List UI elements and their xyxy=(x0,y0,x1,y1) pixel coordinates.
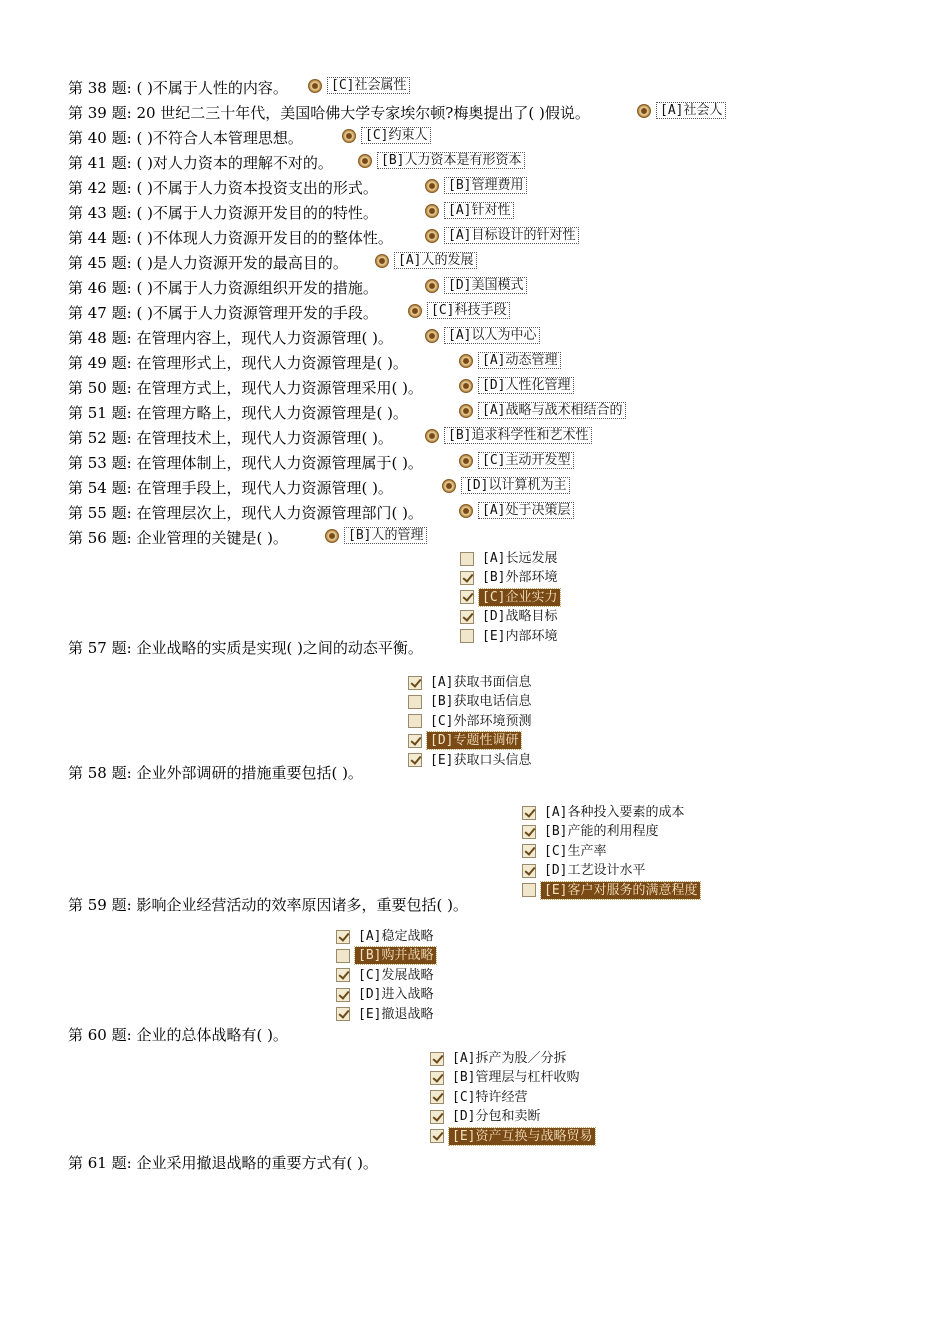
checkbox-option[interactable] xyxy=(522,881,700,900)
option-label: [C]外部环境预测 xyxy=(430,713,532,729)
selected-answer[interactable] xyxy=(425,202,514,219)
option-label: [E]获取口头信息 xyxy=(430,752,532,768)
answer-label: [A]处于决策层 xyxy=(478,502,574,519)
option-label: [D]分包和卖断 xyxy=(452,1109,541,1125)
option-label: [E]撤退战略 xyxy=(358,1006,434,1022)
selected-answer[interactable] xyxy=(325,527,427,544)
question-text: 第 42 题: ( )不属于人力资本投资支出的形式。 xyxy=(68,179,378,197)
checkbox-checked-icon[interactable] xyxy=(336,1007,350,1021)
option-label: [D]专题性调研 xyxy=(427,732,521,749)
radio-selected-icon[interactable] xyxy=(425,279,439,293)
question-text: 第 49 题: 在管理形式上，现代人力资源管理是( )。 xyxy=(68,354,408,372)
selected-answer[interactable] xyxy=(637,102,726,119)
checkbox-option[interactable] xyxy=(408,731,521,750)
checkbox-option[interactable] xyxy=(522,803,687,822)
answer-label: [A]战略与战术相结合的 xyxy=(478,402,626,419)
checkbox-option[interactable] xyxy=(408,673,534,692)
checkbox-checked-icon[interactable] xyxy=(522,864,536,878)
radio-selected-icon[interactable] xyxy=(425,204,439,218)
question-text: 第 61 题: 企业采用撤退战略的重要方式有( )。 xyxy=(68,1154,378,1172)
question-text: 第 56 题: 企业管理的关键是( )。 xyxy=(68,529,288,547)
checkbox-checked-icon[interactable] xyxy=(408,676,422,690)
answer-label: [A]人的发展 xyxy=(394,252,477,269)
question-text: 第 38 题: ( )不属于人性的内容。 xyxy=(68,79,288,97)
selected-answer[interactable] xyxy=(425,327,540,344)
checkbox-unchecked-icon[interactable] xyxy=(460,552,474,566)
checkbox-option[interactable] xyxy=(522,842,609,861)
checkbox-checked-icon[interactable] xyxy=(522,825,536,839)
option-label: [B]外部环境 xyxy=(482,570,558,586)
question-text: 第 47 题: ( )不属于人力资源管理开发的手段。 xyxy=(68,304,378,322)
option-label: [B]获取电话信息 xyxy=(430,694,532,710)
checkbox-option[interactable] xyxy=(522,822,661,841)
selected-answer[interactable] xyxy=(459,377,574,394)
question-text: 第 57 题: 企业战略的实质是实现( )之间的动态平衡。 xyxy=(68,639,423,657)
checkbox-option[interactable] xyxy=(336,966,436,985)
question-text: 第 52 题: 在管理技术上，现代人力资源管理( )。 xyxy=(68,429,393,447)
selected-answer[interactable] xyxy=(358,152,525,169)
question-text: 第 44 题: ( )不体现人力资源开发目的的整体性。 xyxy=(68,229,393,247)
option-label: [A]拆产为股／分拆 xyxy=(452,1051,567,1066)
radio-selected-icon[interactable] xyxy=(408,304,422,318)
question-text: 第 48 题: 在管理内容上，现代人力资源管理( )。 xyxy=(68,329,393,347)
option-label: [D]工艺设计水平 xyxy=(544,863,646,879)
checkbox-option[interactable] xyxy=(460,549,560,568)
option-label: [E]客户对服务的满意程度 xyxy=(541,882,700,899)
answer-label: [D]人性化管理 xyxy=(478,377,574,394)
answer-label: [A]以人为中心 xyxy=(444,327,540,344)
checkbox-option[interactable] xyxy=(408,692,534,711)
answer-label: [D]以计算机为主 xyxy=(461,477,570,494)
option-label: [A]长远发展 xyxy=(482,551,558,566)
selected-answer[interactable] xyxy=(425,177,527,194)
selected-answer[interactable] xyxy=(425,427,592,444)
checkbox-checked-icon[interactable] xyxy=(336,988,350,1002)
radio-selected-icon[interactable] xyxy=(459,354,473,368)
answer-label: [A]针对性 xyxy=(444,202,514,219)
checkbox-checked-icon[interactable] xyxy=(522,844,536,858)
selected-answer[interactable] xyxy=(442,477,570,494)
radio-selected-icon[interactable] xyxy=(425,229,439,243)
question-text: 第 50 题: 在管理方式上，现代人力资源管理采用( )。 xyxy=(68,379,423,397)
answer-label: [B]追求科学性和艺术性 xyxy=(444,427,592,444)
option-label: [E]资产互换与战略贸易 xyxy=(449,1128,595,1145)
answer-label: [C]约束人 xyxy=(361,127,431,144)
checkbox-unchecked-icon[interactable] xyxy=(522,883,536,897)
checkbox-checked-icon[interactable] xyxy=(430,1052,444,1066)
checkbox-checked-icon[interactable] xyxy=(430,1090,444,1104)
option-label: [A]各种投入要素的成本 xyxy=(544,805,685,820)
option-label: [B]产能的利用程度 xyxy=(544,824,659,840)
question-text: 第 39 题: 20 世纪二三十年代，美国哈佛大学专家埃尔顿?梅奥提出了( )假说。 xyxy=(68,104,590,122)
question-text: 第 53 题: 在管理体制上，现代人力资源管理属于( )。 xyxy=(68,454,423,472)
radio-selected-icon[interactable] xyxy=(425,429,439,443)
option-label: [E]内部环境 xyxy=(482,628,558,644)
selected-answer[interactable] xyxy=(408,302,510,319)
checkbox-option[interactable] xyxy=(336,985,436,1004)
question-text: 第 60 题: 企业的总体战略有( )。 xyxy=(68,1026,288,1044)
checkbox-option[interactable] xyxy=(336,927,436,946)
checkbox-unchecked-icon[interactable] xyxy=(336,949,350,963)
checkbox-option[interactable] xyxy=(460,607,560,626)
answer-label: [D]美国模式 xyxy=(444,277,527,294)
selected-answer[interactable] xyxy=(459,452,574,469)
radio-selected-icon[interactable] xyxy=(375,254,389,268)
checkbox-option[interactable] xyxy=(460,568,560,587)
answer-label: [C]社会属性 xyxy=(327,77,410,94)
checkbox-checked-icon[interactable] xyxy=(430,1071,444,1085)
radio-selected-icon[interactable] xyxy=(459,379,473,393)
selected-answer[interactable] xyxy=(342,127,431,144)
checkbox-checked-icon[interactable] xyxy=(460,610,474,624)
checkbox-unchecked-icon[interactable] xyxy=(408,714,422,728)
checkbox-option[interactable] xyxy=(460,588,560,607)
option-label: [B]管理层与杠杆收购 xyxy=(452,1070,580,1086)
checkbox-option[interactable] xyxy=(336,1005,436,1024)
answer-label: [B]人的管理 xyxy=(344,527,427,544)
answer-label: [A]目标设计的针对性 xyxy=(444,227,579,244)
selected-answer[interactable] xyxy=(425,227,579,244)
radio-selected-icon[interactable] xyxy=(342,129,356,143)
selected-answer[interactable] xyxy=(375,252,477,269)
radio-selected-icon[interactable] xyxy=(358,154,372,168)
checkbox-checked-icon[interactable] xyxy=(460,571,474,585)
radio-selected-icon[interactable] xyxy=(308,79,322,93)
checkbox-checked-icon[interactable] xyxy=(430,1110,444,1124)
selected-answer[interactable] xyxy=(459,502,574,519)
checkbox-checked-icon[interactable] xyxy=(522,806,536,820)
answer-label: [C]科技手段 xyxy=(427,302,510,319)
checkbox-option[interactable] xyxy=(430,1068,582,1087)
radio-selected-icon[interactable] xyxy=(459,404,473,418)
checkbox-option[interactable] xyxy=(430,1088,530,1107)
option-label: [B]购并战略 xyxy=(355,947,436,964)
question-text: 第 40 题: ( )不符合人本管理思想。 xyxy=(68,129,303,147)
selected-answer[interactable] xyxy=(459,402,626,419)
answer-label: [B]人力资本是有形资本 xyxy=(377,152,525,169)
checkbox-checked-icon[interactable] xyxy=(408,753,422,767)
option-label: [C]发展战略 xyxy=(358,967,434,983)
checkbox-checked-icon[interactable] xyxy=(430,1129,444,1143)
radio-selected-icon[interactable] xyxy=(425,329,439,343)
question-text: 第 58 题: 企业外部调研的措施重要包括( )。 xyxy=(68,764,363,782)
question-text: 第 43 题: ( )不属于人力资源开发目的的特性。 xyxy=(68,204,378,222)
answer-label: [B]管理费用 xyxy=(444,177,527,194)
question-text: 第 45 题: ( )是人力资源开发的最高目的。 xyxy=(68,254,348,272)
option-label: [C]特许经营 xyxy=(452,1089,528,1105)
question-text: 第 51 题: 在管理方略上，现代人力资源管理是( )。 xyxy=(68,404,408,422)
checkbox-option[interactable] xyxy=(460,627,560,646)
option-label: [A]稳定战略 xyxy=(358,929,434,944)
radio-selected-icon[interactable] xyxy=(459,504,473,518)
answer-label: [C]主动开发型 xyxy=(478,452,574,469)
option-label: [A]获取书面信息 xyxy=(430,675,532,690)
checkbox-option[interactable] xyxy=(430,1107,543,1126)
question-text: 第 41 题: ( )对人力资本的理解不对的。 xyxy=(68,154,333,172)
radio-selected-icon[interactable] xyxy=(442,479,456,493)
selected-answer[interactable] xyxy=(308,77,410,94)
question-text: 第 46 题: ( )不属于人力资源组织开发的措施。 xyxy=(68,279,378,297)
option-label: [C]企业实力 xyxy=(479,589,560,606)
question-text: 第 55 题: 在管理层次上，现代人力资源管理部门( )。 xyxy=(68,504,423,522)
checkbox-option[interactable] xyxy=(408,751,534,770)
checkbox-option[interactable] xyxy=(408,712,534,731)
checkbox-unchecked-icon[interactable] xyxy=(460,629,474,643)
question-text: 第 54 题: 在管理手段上，现代人力资源管理( )。 xyxy=(68,479,393,497)
radio-selected-icon[interactable] xyxy=(459,454,473,468)
checkbox-checked-icon[interactable] xyxy=(336,968,350,982)
option-label: [D]进入战略 xyxy=(358,987,434,1003)
checkbox-option[interactable] xyxy=(430,1127,595,1146)
checkbox-checked-icon[interactable] xyxy=(408,734,422,748)
selected-answer[interactable] xyxy=(425,277,527,294)
radio-selected-icon[interactable] xyxy=(637,104,651,118)
option-label: [D]战略目标 xyxy=(482,609,558,625)
checkbox-unchecked-icon[interactable] xyxy=(408,695,422,709)
checkbox-option[interactable] xyxy=(336,946,436,965)
selected-answer[interactable] xyxy=(459,352,561,369)
question-text: 第 59 题: 影响企业经营活动的效率原因诸多，重要包括( )。 xyxy=(68,896,468,914)
checkbox-checked-icon[interactable] xyxy=(460,590,474,604)
radio-selected-icon[interactable] xyxy=(425,179,439,193)
option-label: [C]生产率 xyxy=(544,843,607,859)
checkbox-option[interactable] xyxy=(430,1049,569,1068)
radio-selected-icon[interactable] xyxy=(325,529,339,543)
checkbox-option[interactable] xyxy=(522,861,648,880)
checkbox-checked-icon[interactable] xyxy=(336,930,350,944)
answer-label: [A]社会人 xyxy=(656,102,726,119)
answer-label: [A]动态管理 xyxy=(478,352,561,369)
